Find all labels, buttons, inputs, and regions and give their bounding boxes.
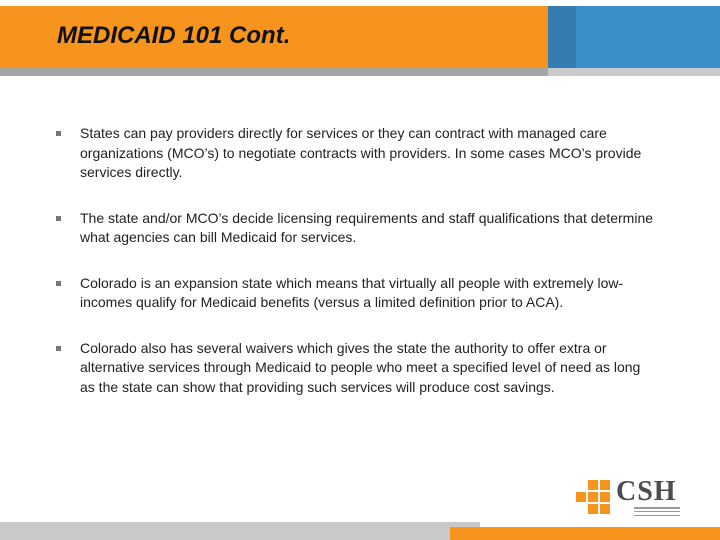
bullet-text: Colorado is an expansion state which means that virtually all people with extremely low-incomes qualify for Medicaid benefits (versus a limited definition prior to ACA). <box>80 274 624 310</box>
square-bullet-icon <box>56 281 61 286</box>
header-gray-strip-light <box>548 68 720 76</box>
bullet-item <box>56 124 656 183</box>
bullet-text: States can pay providers directly for services or they can contract with managed care organizations (MCO’s) to negotiate contracts with providers. In some cases MCO’s provide services directly. <box>80 125 642 180</box>
footer-orange-bar <box>450 527 720 540</box>
bullet-item <box>56 339 656 398</box>
square-bullet-icon <box>56 131 61 136</box>
logo-wordmark: CSH <box>616 476 677 507</box>
bullet-item <box>56 209 656 248</box>
footer-gray-bar <box>0 522 480 540</box>
csh-logo <box>576 474 686 520</box>
square-bullet-icon <box>56 346 61 351</box>
square-bullet-icon <box>56 216 61 221</box>
bullet-list <box>56 124 656 423</box>
bullet-text: The state and/or MCO’s decide licensing requirements and staff qualifications that determine what agencies can bill Medicaid for services. <box>80 209 654 245</box>
csh-logo-squares-icon <box>576 480 610 514</box>
logo-tagline-lines <box>634 507 680 516</box>
bullet-item <box>56 274 656 313</box>
header-blue-accent <box>548 6 576 68</box>
slide-title: MEDICAID 101 Cont. <box>57 22 291 49</box>
bullet-text: Colorado also has several waivers which gives the state the authority to offer extra or alternative services through Medicaid to people who meet a specified level of need as long as the state can show that providing such services will produce cost savings. <box>80 339 641 395</box>
